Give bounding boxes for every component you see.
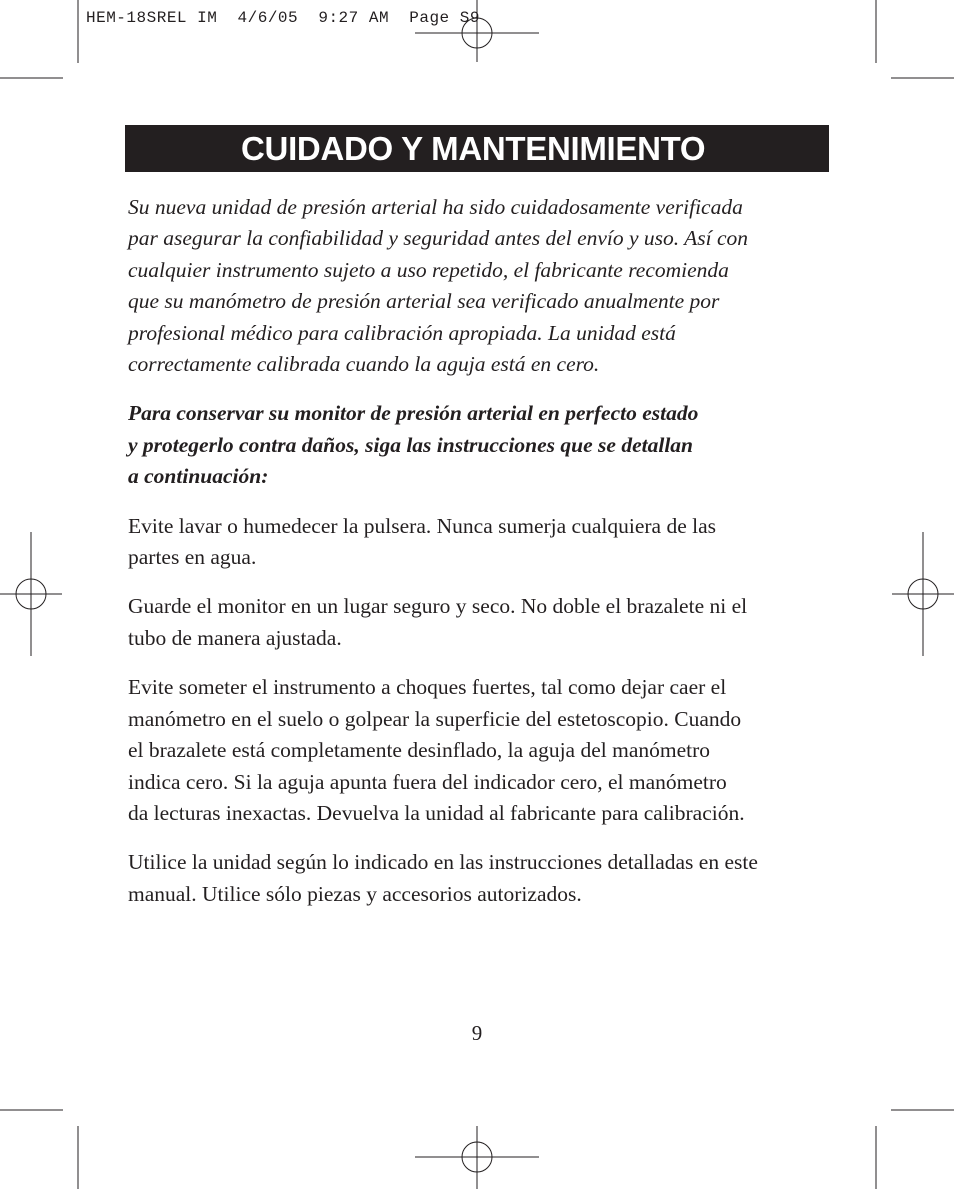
lead-line: a continuación: [128, 464, 269, 489]
instruction-paragraph-shocks [128, 672, 828, 829]
instruction-paragraph-washing [128, 511, 828, 574]
instruction-line: el brazalete está completamente desinflado, la aguja del manómetro [128, 738, 711, 763]
registration-mark-left [0, 532, 62, 656]
instruction-line: Utilice la unidad según lo indicado en las instrucciones detalladas en este [128, 850, 758, 875]
intro-line: correctamente calibrada cuando la aguja está en cero. [128, 352, 600, 377]
instruction-line: Evite someter el instrumento a choques fuertes, tal como dejar caer el [128, 675, 727, 700]
lead-line: Para conservar su monitor de presión arterial en perfecto estado [128, 401, 699, 426]
heading-bar [125, 125, 829, 172]
instruction-line: partes en agua. [128, 545, 257, 570]
page-number: 9 [471, 1021, 483, 1045]
intro-line: par asegurar la confiabilidad y seguridad antes del envío y uso. Así con [128, 226, 749, 251]
instruction-line: manual. Utilice sólo piezas y accesorios autorizados. [128, 881, 582, 906]
registration-mark-top [415, 0, 539, 62]
instruction-paragraph-usage [128, 847, 828, 910]
intro-line: Su nueva unidad de presión arterial ha sido cuidadosamente verificada [128, 195, 743, 219]
intro-line: profesional médico para calibración apropiada. La unidad está [128, 320, 676, 345]
body-text [128, 192, 828, 928]
instruction-line: Guarde el monitor en un lugar seguro y seco. No doble el brazalete ni el [128, 594, 748, 619]
intro-line: cualquier instrumento sujeto a uso repetido, el fabricante recomienda [128, 257, 729, 282]
instruction-line: manómetro en el suelo o golpear la superficie del estetoscopio. Cuando [128, 706, 742, 731]
instruction-line: Evite lavar o humedecer la pulsera. Nunca sumerja cualquiera de las [128, 513, 716, 538]
lead-line: y protegerlo contra daños, siga las instrucciones que se detallan [128, 432, 694, 457]
page-title: CUIDADO Y MANTENIMIENTO [241, 130, 706, 167]
registration-mark-right [892, 532, 954, 656]
slug-line: HEM-18SREL IM 4/6/05 9:27 AM Page S9 [86, 9, 480, 27]
intro-line: que su manómetro de presión arterial sea verificado anualmente por [128, 289, 720, 314]
intro-paragraph [128, 192, 828, 380]
lead-paragraph [128, 398, 828, 492]
instruction-paragraph-storage [128, 591, 828, 654]
instruction-line: indica cero. Si la aguja apunta fuera del indicador cero, el manómetro [128, 769, 727, 794]
instruction-line: da lecturas inexactas. Devuelva la unidad al fabricante para calibración. [128, 800, 745, 825]
instruction-line: tubo de manera ajustada. [128, 625, 342, 650]
registration-mark-bottom [415, 1126, 539, 1189]
